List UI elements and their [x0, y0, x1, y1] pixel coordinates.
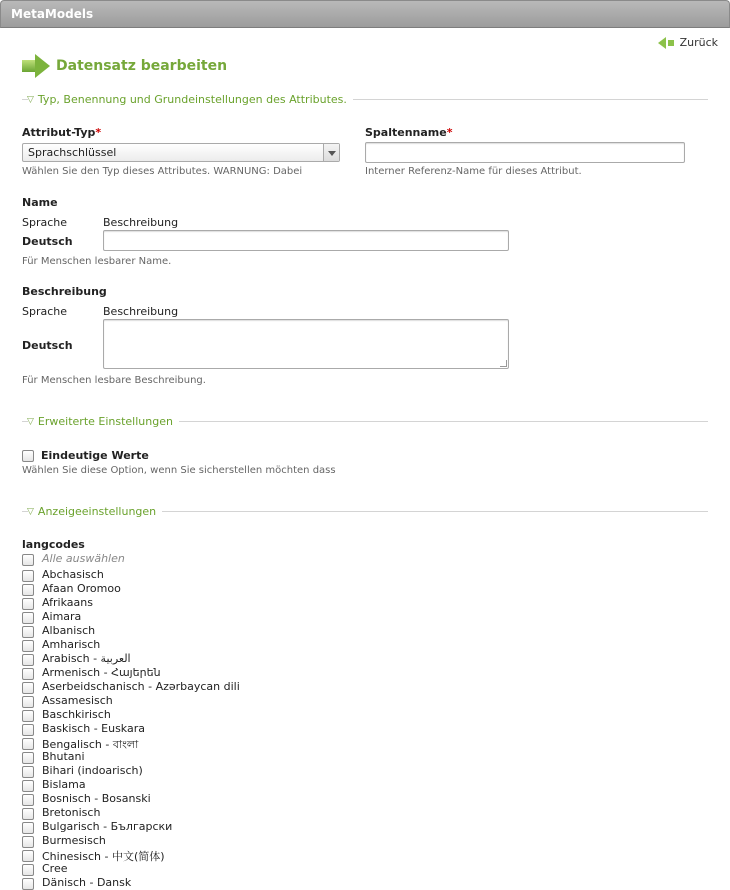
langcode-checkbox[interactable] — [22, 710, 34, 722]
langcode-label[interactable]: Abchasisch — [42, 568, 104, 581]
langcodes-label: langcodes — [22, 538, 85, 551]
langcode-checkbox[interactable] — [22, 724, 34, 736]
description-desc-header: Beschreibung — [103, 305, 179, 318]
langcode-label[interactable]: Bulgarisch - Български — [42, 820, 173, 833]
unique-checkbox[interactable] — [22, 450, 34, 462]
langcode-label[interactable]: Burmesisch — [42, 834, 106, 847]
langcode-checkbox[interactable] — [22, 780, 34, 792]
section-advanced-title: Erweiterte Einstellungen — [37, 415, 173, 428]
colname-label: Spaltenname* — [365, 126, 453, 139]
langcode-checkbox[interactable] — [22, 668, 34, 680]
name-desc-header: Beschreibung — [103, 216, 179, 229]
langcode-checkbox[interactable] — [22, 794, 34, 806]
section-type-title: Typ, Benennung und Grundeinstellungen des Attributes. — [37, 93, 347, 106]
langcode-checkbox[interactable] — [22, 640, 34, 652]
unique-label[interactable]: Eindeutige Werte — [41, 449, 149, 462]
resize-handle-icon[interactable] — [500, 360, 507, 367]
langcode-label[interactable]: Chinesisch - 中文(简体) — [42, 850, 165, 863]
name-input[interactable] — [103, 230, 509, 251]
description-hint: Für Menschen lesbare Beschreibung. — [22, 375, 206, 386]
unique-hint: Wählen Sie diese Option, wenn Sie sicherstellen möchten dass — [22, 465, 336, 476]
window-header — [0, 0, 730, 28]
collapse-triangle-icon: ▽ — [27, 416, 34, 427]
page-heading — [22, 54, 227, 78]
name-label: Name — [22, 196, 58, 209]
attr-type-label: Attribut-Typ* — [22, 126, 102, 139]
langcode-label[interactable]: Aimara — [42, 610, 82, 623]
langcode-checkbox[interactable] — [22, 822, 34, 834]
langcode-checkbox[interactable] — [22, 850, 34, 862]
langcode-label[interactable]: Aserbeidschanisch - Azərbaycan dili — [42, 680, 240, 693]
langcode-label[interactable]: Afaan Oromoo — [42, 582, 121, 595]
langcode-checkbox[interactable] — [22, 584, 34, 596]
langcode-checkbox[interactable] — [22, 836, 34, 848]
attr-type-select[interactable] — [22, 143, 340, 162]
description-lang: Deutsch — [22, 339, 73, 352]
langcode-label[interactable]: Dänisch - Dansk — [42, 876, 132, 889]
colname-input[interactable] — [365, 142, 685, 163]
langcode-label[interactable]: Assamesisch — [42, 694, 113, 707]
section-display-legend[interactable] — [22, 505, 708, 518]
attr-type-value: Sprachschlüssel — [28, 146, 117, 159]
back-arrow-tail — [668, 40, 674, 46]
back-link[interactable] — [658, 36, 718, 49]
langcode-checkbox[interactable] — [22, 612, 34, 624]
langcode-checkbox[interactable] — [22, 878, 34, 890]
description-label: Beschreibung — [22, 285, 107, 298]
langcode-checkbox[interactable] — [22, 752, 34, 764]
langcode-label[interactable]: Armenisch - Հայերեն — [42, 666, 161, 679]
langcode-checkbox[interactable] — [22, 598, 34, 610]
langcode-checkbox[interactable] — [22, 864, 34, 876]
langcode-label[interactable]: Arabisch - العربية — [42, 652, 131, 665]
langcode-checkbox[interactable] — [22, 738, 34, 750]
langcode-label[interactable]: Bretonisch — [42, 806, 101, 819]
langcode-checkbox[interactable] — [22, 570, 34, 582]
name-lang-header: Sprache — [22, 216, 68, 229]
colname-hint: Interner Referenz-Name für dieses Attribut. — [365, 166, 582, 177]
langcode-checkbox[interactable] — [22, 654, 34, 666]
langcode-label[interactable]: Albanisch — [42, 624, 96, 637]
langcode-checkbox[interactable] — [22, 682, 34, 694]
langcode-checkbox[interactable] — [22, 808, 34, 820]
langcode-checkbox[interactable] — [22, 626, 34, 638]
langcode-label[interactable]: Amharisch — [42, 638, 101, 651]
edit-arrow-icon — [22, 54, 50, 78]
langcode-label[interactable]: Bengalisch - বাংলা — [42, 738, 139, 751]
section-type-legend[interactable] — [22, 93, 708, 106]
page-title: Datensatz bearbeiten — [56, 58, 228, 74]
collapse-triangle-icon: ▽ — [27, 94, 34, 105]
back-arrow-icon — [658, 37, 666, 49]
langcode-label[interactable]: Cree — [42, 862, 68, 875]
section-advanced-legend[interactable] — [22, 415, 708, 428]
langcode-checkbox[interactable] — [22, 696, 34, 708]
name-lang: Deutsch — [22, 235, 73, 248]
name-hint: Für Menschen lesbarer Name. — [22, 256, 172, 267]
collapse-triangle-icon: ▽ — [27, 506, 34, 517]
langcode-label[interactable]: Bhutani — [42, 750, 85, 763]
back-label: Zurück — [679, 36, 718, 49]
langcode-label[interactable]: Bihari (indoarisch) — [42, 764, 143, 777]
select-all-label[interactable]: Alle auswählen — [42, 552, 125, 565]
section-display-title: Anzeigeeinstellungen — [37, 505, 157, 518]
langcode-checkbox[interactable] — [22, 766, 34, 778]
attr-type-hint: Wählen Sie den Typ dieses Attributes. WARNUNG: Dabei — [22, 166, 303, 177]
select-all-checkbox[interactable] — [22, 554, 34, 566]
chevron-down-icon — [323, 144, 339, 161]
langcode-label[interactable]: Baskisch - Euskara — [42, 722, 145, 735]
langcode-label[interactable]: Afrikaans — [42, 596, 93, 609]
description-lang-header: Sprache — [22, 305, 68, 318]
description-textarea[interactable] — [103, 319, 509, 369]
langcode-label[interactable]: Bosnisch - Bosanski — [42, 792, 151, 805]
langcode-label[interactable]: Bislama — [42, 778, 86, 791]
langcode-label[interactable]: Baschkirisch — [42, 708, 111, 721]
app-title: MetaModels — [11, 7, 94, 21]
